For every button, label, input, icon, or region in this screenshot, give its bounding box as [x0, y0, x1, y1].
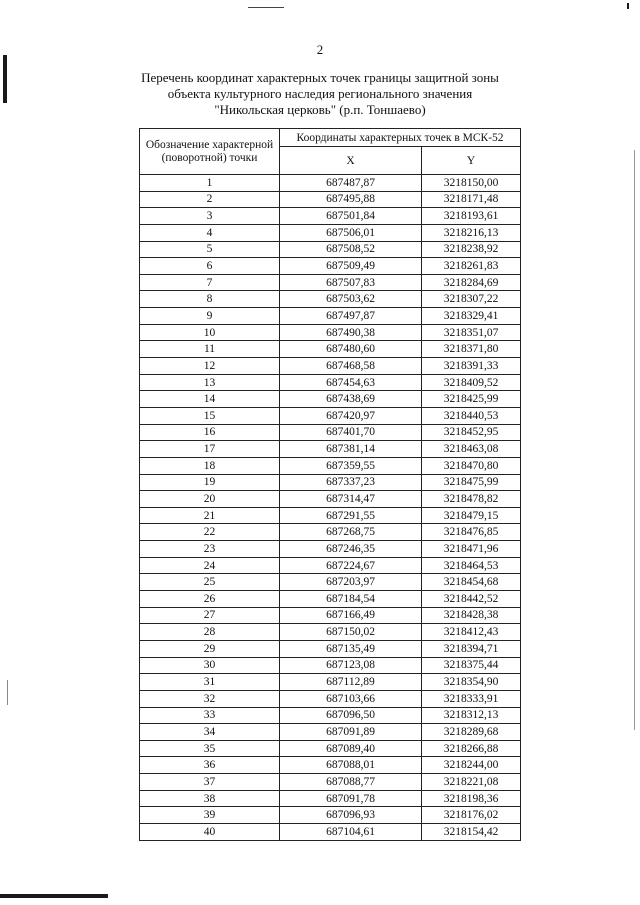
table-row — [140, 707, 521, 724]
point-number-cell: 37 — [140, 774, 280, 791]
x-coordinate-cell: 687224,67 — [280, 557, 422, 574]
table-row — [140, 241, 521, 258]
table-row — [140, 507, 521, 524]
scan-artifact-top-right-tick — [627, 3, 629, 9]
table-row — [140, 657, 521, 674]
y-coordinate-cell: 3218442,52 — [422, 591, 521, 608]
x-coordinate-cell: 687104,61 — [280, 823, 422, 840]
x-coordinate-cell: 687088,77 — [280, 774, 422, 791]
y-coordinate-cell: 3218198,36 — [422, 790, 521, 807]
point-number-cell: 22 — [140, 524, 280, 541]
point-number-cell: 15 — [140, 407, 280, 424]
point-number-cell: 39 — [140, 807, 280, 824]
table-row — [140, 724, 521, 741]
point-number-cell: 6 — [140, 258, 280, 275]
table-row — [140, 690, 521, 707]
header-y: Y — [422, 147, 521, 175]
point-number-cell: 24 — [140, 557, 280, 574]
x-coordinate-cell: 687089,40 — [280, 740, 422, 757]
scan-artifact-bottom-bar — [0, 894, 108, 898]
point-number-cell: 26 — [140, 591, 280, 608]
y-coordinate-cell: 3218475,99 — [422, 474, 521, 491]
x-coordinate-cell: 687123,08 — [280, 657, 422, 674]
coordinates-table — [139, 128, 521, 841]
y-coordinate-cell: 3218261,83 — [422, 258, 521, 275]
point-number-cell: 38 — [140, 790, 280, 807]
x-coordinate-cell: 687091,78 — [280, 790, 422, 807]
table-row — [140, 224, 521, 241]
table-row — [140, 175, 521, 192]
y-coordinate-cell: 3218463,08 — [422, 441, 521, 458]
y-coordinate-cell: 3218244,00 — [422, 757, 521, 774]
table-row — [140, 358, 521, 375]
table-row — [140, 308, 521, 325]
table-row — [140, 208, 521, 225]
table-row — [140, 491, 521, 508]
y-coordinate-cell: 3218440,53 — [422, 407, 521, 424]
scan-artifact-right-edge — [634, 150, 635, 730]
point-number-cell: 21 — [140, 507, 280, 524]
table-row — [140, 823, 521, 840]
x-coordinate-cell: 687508,52 — [280, 241, 422, 258]
header-x: X — [280, 147, 422, 175]
x-coordinate-cell: 687501,84 — [280, 208, 422, 225]
x-coordinate-cell: 687135,49 — [280, 640, 422, 657]
point-number-cell: 16 — [140, 424, 280, 441]
y-coordinate-cell: 3218221,08 — [422, 774, 521, 791]
header-coordinates: Координаты характерных точек в МСК-52 — [280, 129, 521, 147]
point-number-cell: 36 — [140, 757, 280, 774]
y-coordinate-cell: 3218307,22 — [422, 291, 521, 308]
x-coordinate-cell: 687246,35 — [280, 541, 422, 558]
y-coordinate-cell: 3218478,82 — [422, 491, 521, 508]
x-coordinate-cell: 687096,93 — [280, 807, 422, 824]
x-coordinate-cell: 687091,89 — [280, 724, 422, 741]
x-coordinate-cell: 687184,54 — [280, 591, 422, 608]
table-row — [140, 624, 521, 641]
table-row — [140, 790, 521, 807]
point-number-cell: 31 — [140, 674, 280, 691]
table-row — [140, 341, 521, 358]
y-coordinate-cell: 3218312,13 — [422, 707, 521, 724]
y-coordinate-cell: 3218371,80 — [422, 341, 521, 358]
point-number-cell: 35 — [140, 740, 280, 757]
table-row — [140, 457, 521, 474]
y-coordinate-cell: 3218150,00 — [422, 175, 521, 192]
x-coordinate-cell: 687509,49 — [280, 258, 422, 275]
point-number-cell: 9 — [140, 308, 280, 325]
point-number-cell: 17 — [140, 441, 280, 458]
y-coordinate-cell: 3218391,33 — [422, 358, 521, 375]
point-number-cell: 34 — [140, 724, 280, 741]
x-coordinate-cell: 687088,01 — [280, 757, 422, 774]
y-coordinate-cell: 3218428,38 — [422, 607, 521, 624]
point-number-cell: 23 — [140, 541, 280, 558]
x-coordinate-cell: 687503,62 — [280, 291, 422, 308]
y-coordinate-cell: 3218333,91 — [422, 690, 521, 707]
x-coordinate-cell: 687150,02 — [280, 624, 422, 641]
scan-artifact-left-dots — [7, 680, 8, 705]
y-coordinate-cell: 3218375,44 — [422, 657, 521, 674]
y-coordinate-cell: 3218289,68 — [422, 724, 521, 741]
x-coordinate-cell: 687497,87 — [280, 308, 422, 325]
point-number-cell: 10 — [140, 324, 280, 341]
x-coordinate-cell: 687487,87 — [280, 175, 422, 192]
y-coordinate-cell: 3218284,69 — [422, 274, 521, 291]
point-number-cell: 14 — [140, 391, 280, 408]
x-coordinate-cell: 687291,55 — [280, 507, 422, 524]
table-row — [140, 524, 521, 541]
table-row — [140, 557, 521, 574]
table-row — [140, 674, 521, 691]
table-row — [140, 541, 521, 558]
x-coordinate-cell: 687337,23 — [280, 474, 422, 491]
x-coordinate-cell: 687468,58 — [280, 358, 422, 375]
title-line-1: Перечень координат характерных точек границы защитной зоны — [141, 70, 499, 85]
y-coordinate-cell: 3218266,88 — [422, 740, 521, 757]
y-coordinate-cell: 3218471,96 — [422, 541, 521, 558]
y-coordinate-cell: 3218412,43 — [422, 624, 521, 641]
x-coordinate-cell: 687112,89 — [280, 674, 422, 691]
x-coordinate-cell: 687420,97 — [280, 407, 422, 424]
table-row — [140, 274, 521, 291]
y-coordinate-cell: 3218470,80 — [422, 457, 521, 474]
y-coordinate-cell: 3218354,90 — [422, 674, 521, 691]
x-coordinate-cell: 687480,60 — [280, 341, 422, 358]
point-number-cell: 3 — [140, 208, 280, 225]
point-number-cell: 5 — [140, 241, 280, 258]
point-number-cell: 12 — [140, 358, 280, 375]
x-coordinate-cell: 687314,47 — [280, 491, 422, 508]
y-coordinate-cell: 3218479,15 — [422, 507, 521, 524]
point-number-cell: 25 — [140, 574, 280, 591]
title-line-3: "Никольская церковь" (р.п. Тоншаево) — [214, 102, 426, 117]
point-number-cell: 40 — [140, 823, 280, 840]
table-row — [140, 391, 521, 408]
table-row — [140, 191, 521, 208]
x-coordinate-cell: 687268,75 — [280, 524, 422, 541]
y-coordinate-cell: 3218171,48 — [422, 191, 521, 208]
x-coordinate-cell: 687490,38 — [280, 324, 422, 341]
x-coordinate-cell: 687506,01 — [280, 224, 422, 241]
table-row — [140, 607, 521, 624]
page-number: 2 — [316, 42, 324, 57]
point-number-cell: 8 — [140, 291, 280, 308]
point-number-cell: 1 — [140, 175, 280, 192]
y-coordinate-cell: 3218176,02 — [422, 807, 521, 824]
table-row — [140, 740, 521, 757]
title-line-2: объекта культурного наследия регионального значения — [167, 86, 473, 101]
x-coordinate-cell: 687359,55 — [280, 457, 422, 474]
x-coordinate-cell: 687454,63 — [280, 374, 422, 391]
x-coordinate-cell: 687401,70 — [280, 424, 422, 441]
table-row — [140, 591, 521, 608]
point-number-cell: 33 — [140, 707, 280, 724]
y-coordinate-cell: 3218329,41 — [422, 308, 521, 325]
table-row — [140, 441, 521, 458]
point-number-cell: 18 — [140, 457, 280, 474]
table-row — [140, 424, 521, 441]
x-coordinate-cell: 687507,83 — [280, 274, 422, 291]
y-coordinate-cell: 3218238,92 — [422, 241, 521, 258]
x-coordinate-cell: 687166,49 — [280, 607, 422, 624]
point-number-cell: 11 — [140, 341, 280, 358]
x-coordinate-cell: 687103,66 — [280, 690, 422, 707]
table-row — [140, 757, 521, 774]
table-row — [140, 774, 521, 791]
point-number-cell: 4 — [140, 224, 280, 241]
point-number-cell: 2 — [140, 191, 280, 208]
table-row — [140, 291, 521, 308]
point-number-cell: 27 — [140, 607, 280, 624]
y-coordinate-cell: 3218154,42 — [422, 823, 521, 840]
document-title — [0, 70, 640, 118]
point-number-cell: 19 — [140, 474, 280, 491]
y-coordinate-cell: 3218394,71 — [422, 640, 521, 657]
x-coordinate-cell: 687203,97 — [280, 574, 422, 591]
table-row — [140, 474, 521, 491]
point-number-cell: 13 — [140, 374, 280, 391]
y-coordinate-cell: 3218425,99 — [422, 391, 521, 408]
table-row — [140, 574, 521, 591]
x-coordinate-cell: 687495,88 — [280, 191, 422, 208]
point-number-cell: 28 — [140, 624, 280, 641]
y-coordinate-cell: 3218351,07 — [422, 324, 521, 341]
table-row — [140, 374, 521, 391]
x-coordinate-cell: 687381,14 — [280, 441, 422, 458]
point-number-cell: 32 — [140, 690, 280, 707]
table-row — [140, 324, 521, 341]
y-coordinate-cell: 3218452,95 — [422, 424, 521, 441]
point-number-cell: 20 — [140, 491, 280, 508]
table-body — [140, 175, 521, 841]
table-row — [140, 807, 521, 824]
table-row — [140, 407, 521, 424]
y-coordinate-cell: 3218464,53 — [422, 557, 521, 574]
header-point-designation: Обозначение характерной (поворотной) точки — [140, 129, 280, 175]
x-coordinate-cell: 687096,50 — [280, 707, 422, 724]
y-coordinate-cell: 3218409,52 — [422, 374, 521, 391]
x-coordinate-cell: 687438,69 — [280, 391, 422, 408]
point-number-cell: 29 — [140, 640, 280, 657]
y-coordinate-cell: 3218193,61 — [422, 208, 521, 225]
table-row — [140, 258, 521, 275]
scan-artifact-top-line — [248, 7, 284, 8]
point-number-cell: 30 — [140, 657, 280, 674]
y-coordinate-cell: 3218216,13 — [422, 224, 521, 241]
point-number-cell: 7 — [140, 274, 280, 291]
table-row — [140, 640, 521, 657]
y-coordinate-cell: 3218454,68 — [422, 574, 521, 591]
y-coordinate-cell: 3218476,85 — [422, 524, 521, 541]
